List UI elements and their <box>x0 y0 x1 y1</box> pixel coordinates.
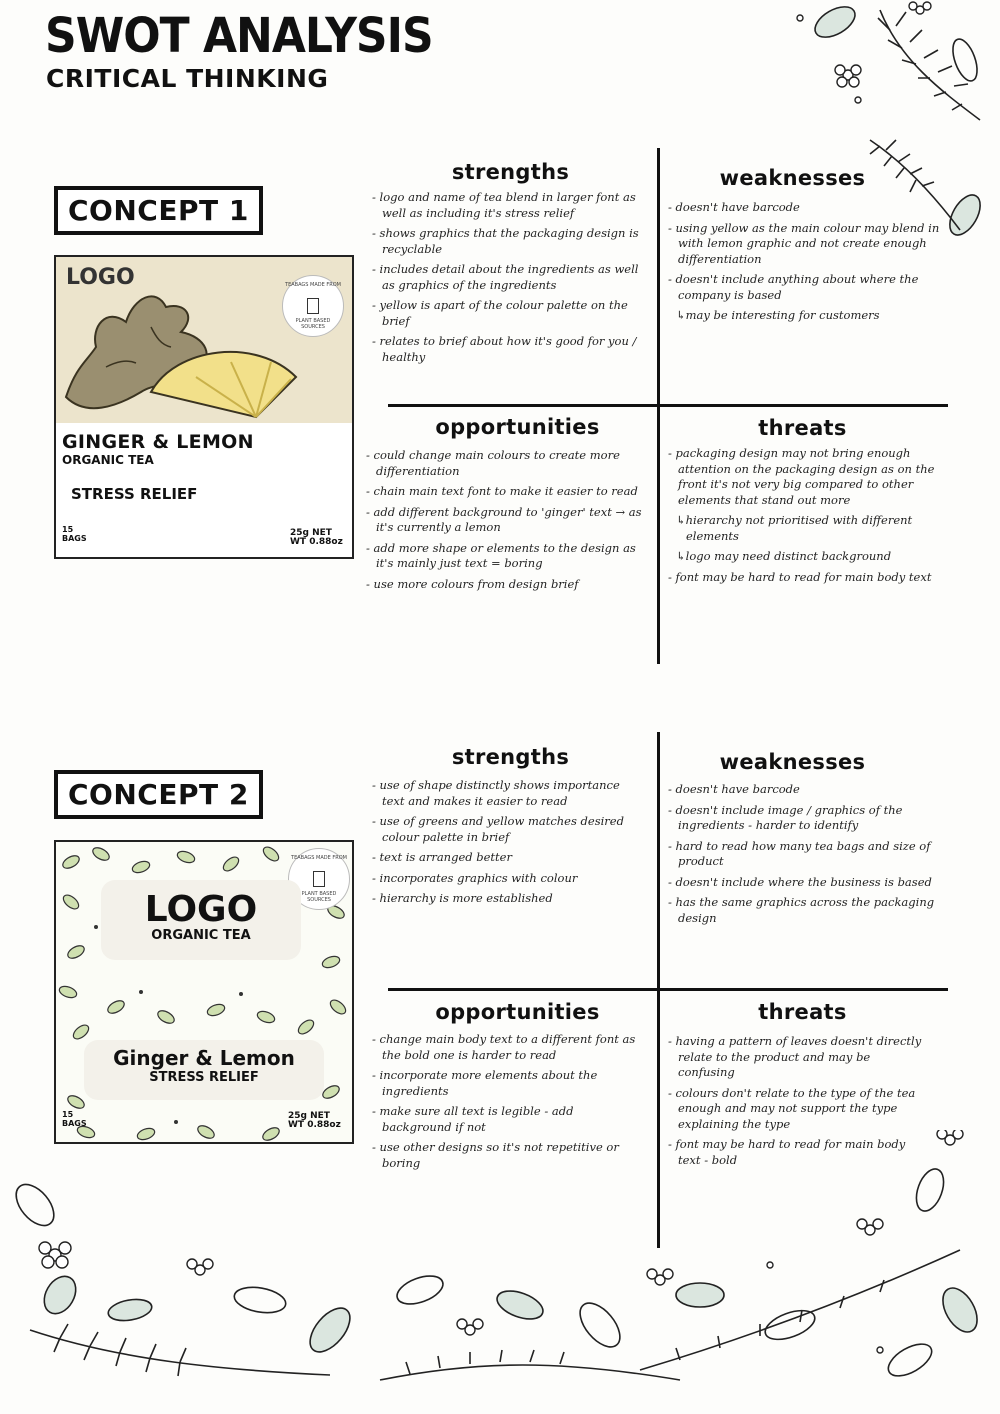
package-relief-text: STRESS RELIEF <box>149 1070 259 1085</box>
note-sub: ↳ may be interesting for customers <box>668 308 940 324</box>
page-subtitle: CRITICAL THINKING <box>46 64 329 93</box>
package-weight <box>290 529 343 547</box>
weight-net: 25g NET <box>290 528 332 538</box>
package-tea-type: ORGANIC TEA <box>62 453 154 467</box>
seal-top-text: TEABAGS MADE FROM <box>291 855 347 861</box>
note: - font may be hard to read for main body text <box>668 570 948 586</box>
recyclable-seal <box>282 275 344 337</box>
swot2-strengths-heading: strengths <box>451 745 570 769</box>
package-logo-panel <box>101 880 301 960</box>
concept-2-label: CONCEPT 2 <box>54 770 263 819</box>
note: - could change main colours to create more differentiation <box>366 448 646 479</box>
note: - doesn't have barcode <box>668 200 940 216</box>
package-weight <box>288 1112 341 1130</box>
concept-1-label: CONCEPT 1 <box>54 186 263 235</box>
note: - hierarchy is more established <box>372 891 642 907</box>
note: - font may be hard to read for main body text - bold <box>668 1137 928 1168</box>
swot2-threats-heading: threats <box>758 1000 847 1024</box>
package-logo: LOGO <box>144 889 258 930</box>
note: - having a pattern of leaves doesn't directly relate to the product and may be confusing <box>668 1034 928 1081</box>
weight-net: 25g NET <box>288 1111 330 1121</box>
note: - use of shape distinctly shows importance text and makes it easier to read <box>372 778 642 809</box>
note: - doesn't include where the business is based <box>668 875 948 891</box>
note-sub: ↳ hierarchy not prioritised with different elements <box>668 513 948 544</box>
note: - incorporate more elements about the ingredients <box>372 1068 644 1099</box>
note: - use other designs so it's not repetitive or boring <box>372 1140 644 1171</box>
note: - logo and name of tea blend in larger font as well as including it's stress relief <box>372 190 644 221</box>
swot2-strengths-list <box>372 778 642 912</box>
swot2-opportunities-heading: opportunities <box>435 1000 600 1024</box>
weight-oz: WT 0.88oz <box>290 537 343 547</box>
package-bag-count <box>62 525 87 543</box>
note: - colours don't relate to the type of the tea enough and may not support the type explaining the type <box>668 1086 928 1133</box>
bag-count-label: BAGS <box>62 1119 87 1128</box>
note: - make sure all text is legible - add background if not <box>372 1104 644 1135</box>
note: - hard to read how many tea bags and size of product <box>668 839 948 870</box>
package-product-name: Ginger & Lemon <box>113 1046 295 1070</box>
package-relief-text: STRESS RELIEF <box>71 485 198 503</box>
swot2-weaknesses-heading: weaknesses <box>719 750 866 774</box>
swot1-opportunities-heading: opportunities <box>435 415 600 439</box>
note: - shows graphics that the packaging design is recyclable <box>372 226 644 257</box>
note: - add more shape or elements to the design as it's mainly just text = boring <box>366 541 646 572</box>
swot2-weaknesses-list <box>668 782 948 931</box>
package-name-panel <box>84 1040 324 1100</box>
note: - change main body text to a different font as the bold one is harder to read <box>372 1032 644 1063</box>
note: - yellow is apart of the colour palette on the brief <box>372 298 644 329</box>
swot1-weaknesses-list <box>668 200 940 329</box>
note: - packaging design may not bring enough attention on the packaging design as on the front it's not very big compared to other elements that stand out more <box>668 446 948 508</box>
seal-bottom-text: PLANT BASED SOURCES <box>295 318 331 330</box>
bag-count-number: 15 <box>62 1110 74 1119</box>
note: - doesn't include image / graphics of the ingredients - harder to identify <box>668 803 948 834</box>
concept-2-package <box>54 840 354 1144</box>
swot1-weaknesses-heading: weaknesses <box>719 166 866 190</box>
note: - has the same graphics across the packaging design <box>668 895 948 926</box>
package-bag-count <box>62 1110 87 1128</box>
note: - use more colours from design brief <box>366 577 646 593</box>
teabag-icon <box>313 871 325 887</box>
note: - chain main text font to make it easier to read <box>366 484 646 500</box>
swot1-horizontal-divider <box>388 404 948 407</box>
package-tea-type: ORGANIC TEA <box>151 928 251 943</box>
concept-1-package <box>54 255 354 559</box>
swot2-opportunities-list <box>372 1032 644 1176</box>
note: - doesn't have barcode <box>668 782 948 798</box>
package-product-name: GINGER & LEMON <box>62 431 254 453</box>
swot2-horizontal-divider <box>388 988 948 991</box>
swot1-opportunities-list <box>366 448 646 597</box>
note: - add different background to 'ginger' text → as it's currently a lemon <box>366 505 646 536</box>
package-logo: LOGO <box>66 265 135 290</box>
page-title: SWOT ANALYSIS <box>45 8 433 65</box>
seal-bottom-text: PLANT BASED SOURCES <box>301 891 337 903</box>
swot1-threats-list <box>668 446 948 590</box>
swot1-strengths-heading: strengths <box>451 160 570 184</box>
note: - text is arranged better <box>372 850 642 866</box>
bag-count-number: 15 <box>62 525 74 534</box>
seal-top-text: TEABAGS MADE FROM <box>285 282 341 288</box>
bag-count-label: BAGS <box>62 534 87 543</box>
note: - includes detail about the ingredients as well as graphics of the ingredients <box>372 262 644 293</box>
swot2-threats-list <box>668 1034 928 1173</box>
note: - using yellow as the main colour may blend in with lemon graphic and not create enough differentiation <box>668 221 940 268</box>
note: - use of greens and yellow matches desired colour palette in brief <box>372 814 642 845</box>
note-sub: ↳ logo may need distinct background <box>668 549 948 565</box>
note: - incorporates graphics with colour <box>372 871 642 887</box>
swot1-strengths-list <box>372 190 644 370</box>
weight-oz: WT 0.88oz <box>288 1120 341 1130</box>
note: - relates to brief about how it's good for you / healthy <box>372 334 644 365</box>
teabag-icon <box>307 298 319 314</box>
note: - doesn't include anything about where the company is based <box>668 272 940 303</box>
swot1-threats-heading: threats <box>758 416 847 440</box>
